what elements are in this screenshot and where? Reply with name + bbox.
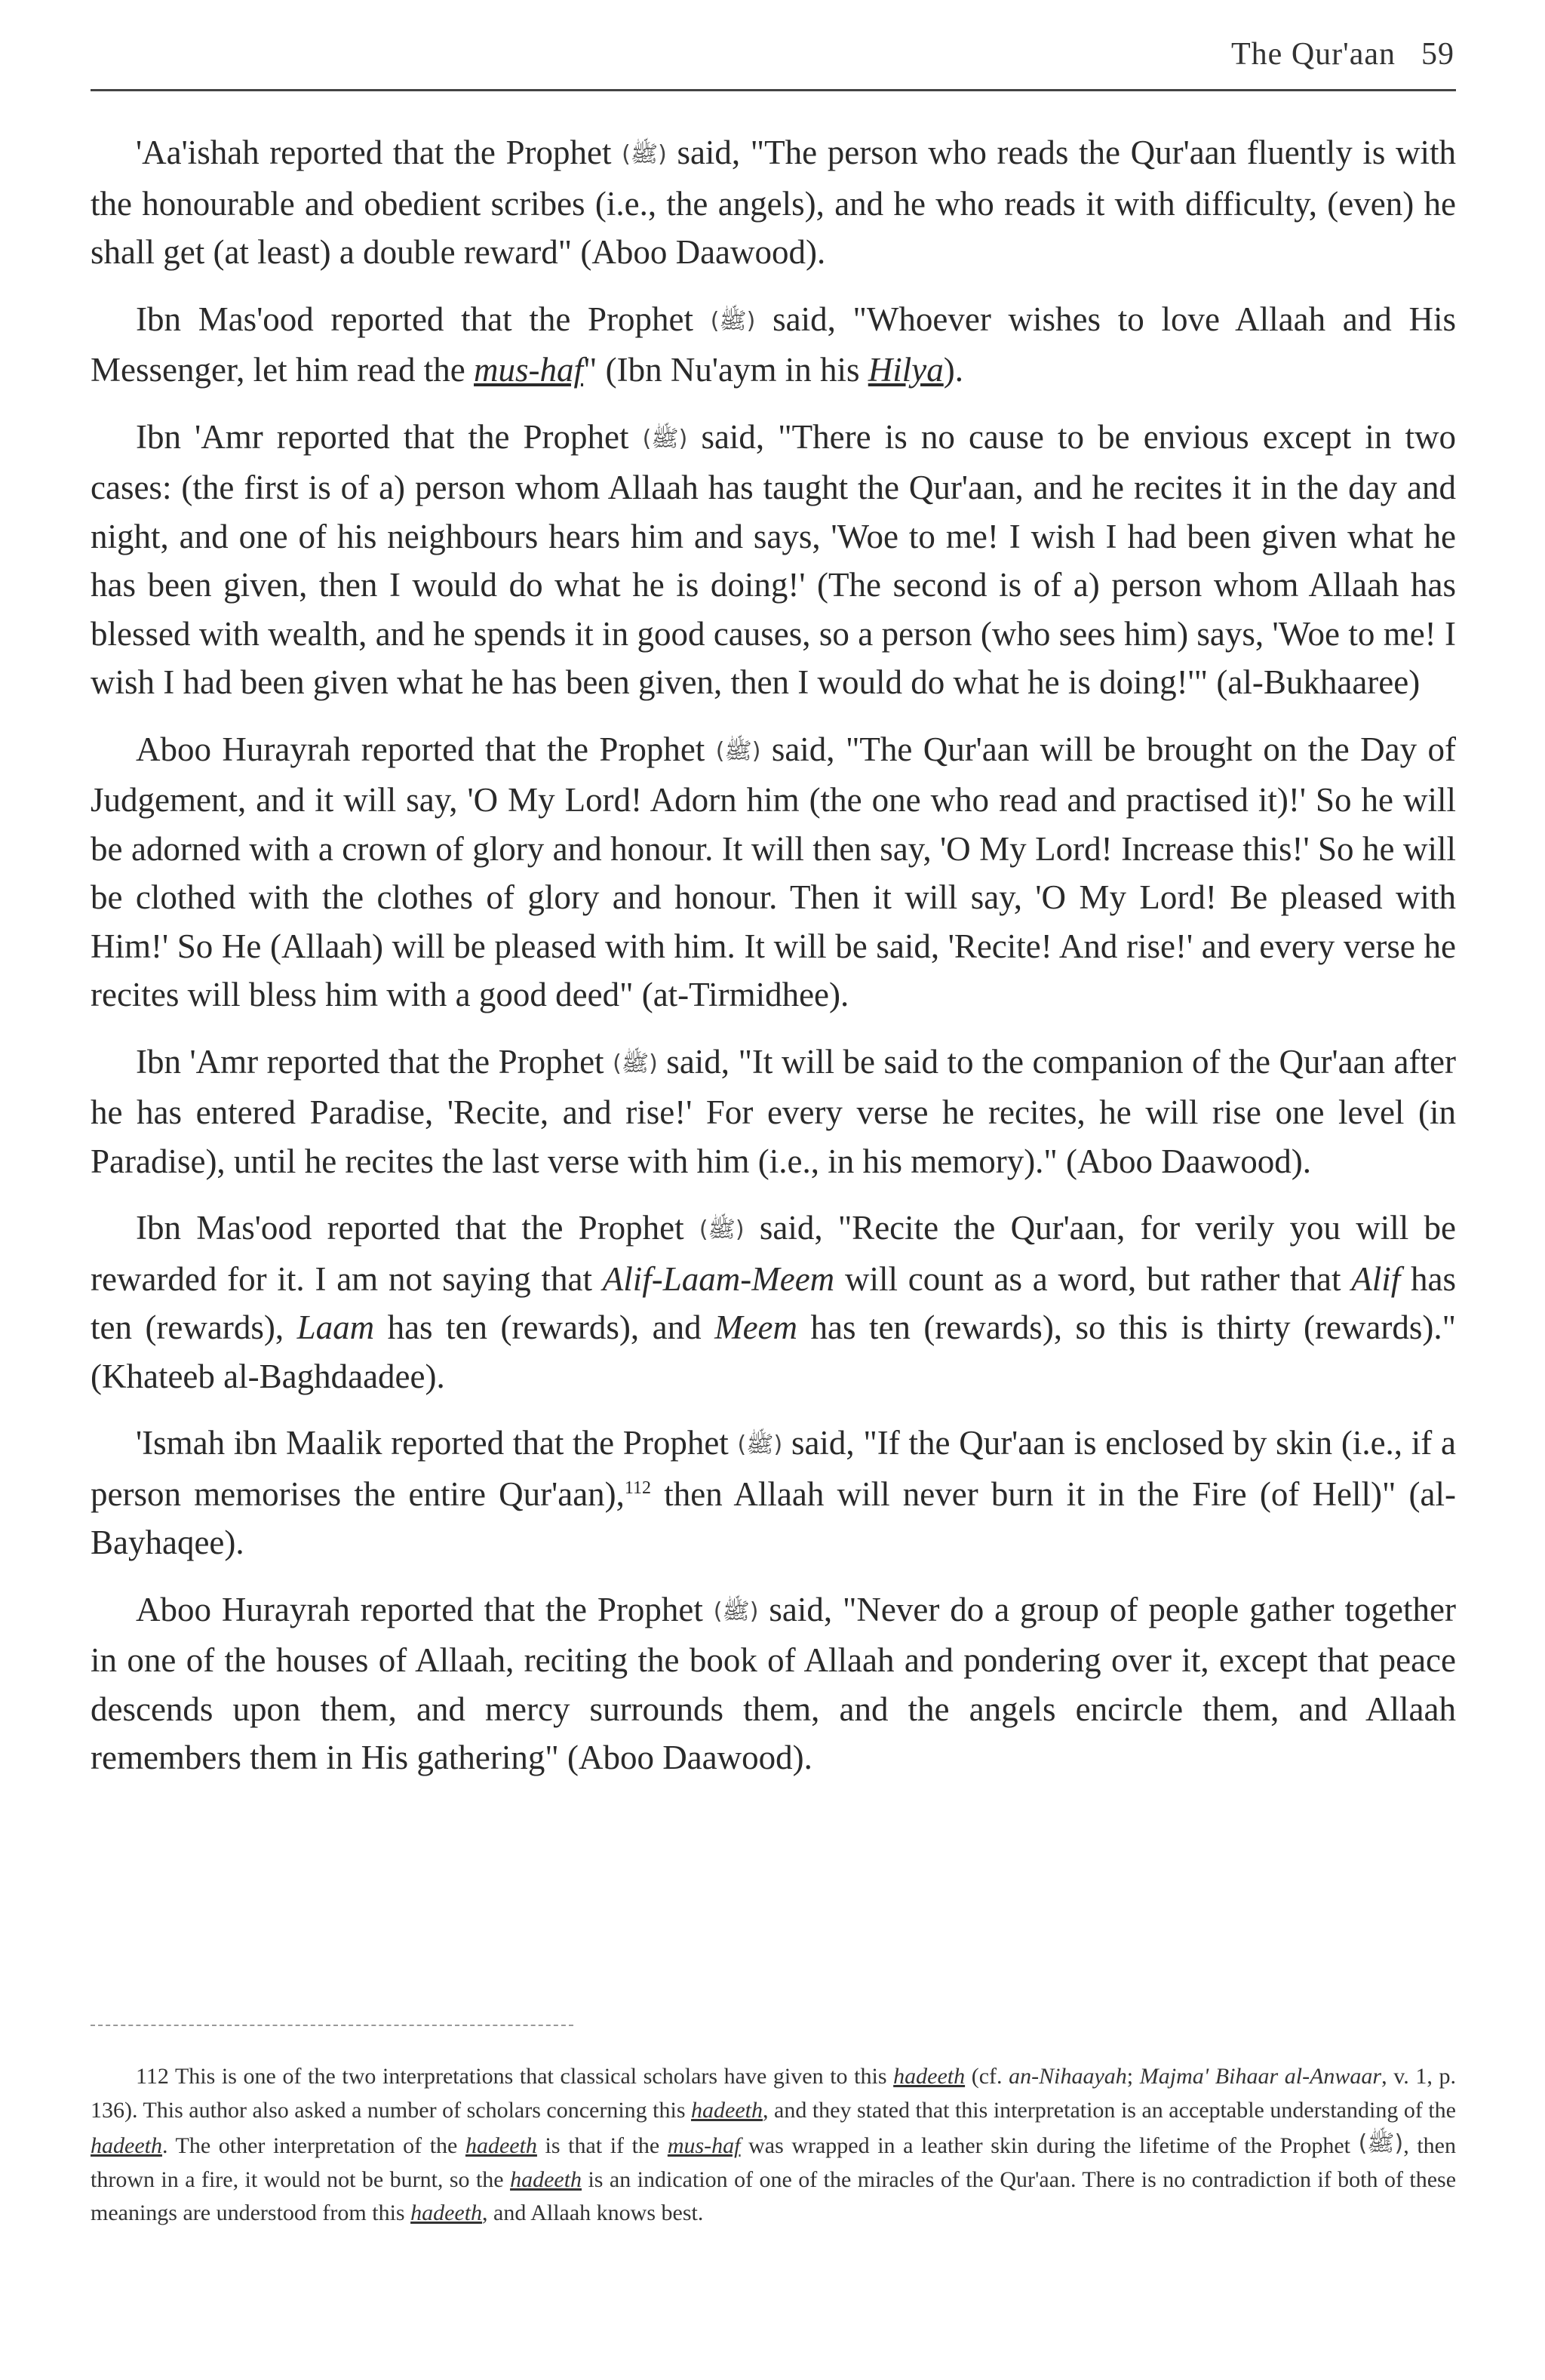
text-run: has ten (rewards), <box>91 1259 1456 1346</box>
pbuh-glyph-icon: (ﷺ) <box>622 141 667 168</box>
footnote-separator <box>91 2025 573 2026</box>
pbuh-glyph-icon: (ﷺ) <box>737 1431 783 1458</box>
italic-term: hadeeth <box>410 2200 483 2225</box>
italic-term: hadeeth <box>91 2133 162 2158</box>
footnote-reference[interactable]: 112 <box>624 1478 652 1498</box>
paragraph-6 <box>91 1204 1456 1401</box>
text-run: has ten (rewards), and <box>374 1308 715 1346</box>
text-run: was wrapped in a leather skin during the lifetime of the Prophet <box>740 2133 1359 2158</box>
pbuh-glyph-icon: (ﷺ) <box>613 1050 658 1077</box>
text-run: said, "The person who reads the Qur'aan fluently is with the honourable and obedient scribes (i.e., the angels), and he who reads it with difficulty, (even) he shall get (at least) a double reward" (Aboo Daawood). <box>91 134 1456 271</box>
italic-term: hadeeth <box>510 2166 582 2192</box>
italic-term: hadeeth <box>893 2064 966 2089</box>
paragraph-5 <box>91 1038 1456 1186</box>
paragraph-1 <box>91 128 1456 277</box>
text-run: , then thrown in a fire, it would not be burnt, so the <box>91 2133 1457 2192</box>
italic-source: Hilya <box>868 351 944 389</box>
pbuh-glyph-icon: (ﷺ) <box>699 1216 745 1243</box>
italic-source: Majma' Bihaar al-Anwaar <box>1139 2064 1382 2089</box>
italic-term: Meem <box>714 1308 798 1346</box>
paragraph-4 <box>91 725 1456 1019</box>
italic-term: Alif <box>1351 1259 1401 1298</box>
text-run: ). <box>943 351 963 389</box>
text-run: Aboo Hurayrah reported that the Prophet <box>136 1590 714 1628</box>
main-text <box>91 128 1456 1800</box>
text-run: ; <box>1126 2064 1140 2089</box>
paragraph-3 <box>91 413 1456 707</box>
text-run: Ibn 'Amr reported that the Prophet <box>136 417 643 456</box>
pbuh-glyph-icon: (ﷺ) <box>710 307 756 334</box>
text-run: , and they stated that this interpretation is an acceptable understanding of the <box>763 2097 1456 2123</box>
pbuh-glyph-icon: (ﷺ) <box>713 1597 759 1625</box>
text-run: said, "Whoever wishes to love Allaah and His Messenger, let him read the <box>91 300 1456 389</box>
text-run: Ibn 'Amr reported that the Prophet <box>136 1042 613 1081</box>
text-run: , and Allaah knows best. <box>482 2200 704 2225</box>
header-rule <box>91 89 1456 91</box>
text-run: , v. 1, p. 136). This author also asked a number of scholars concerning this <box>91 2064 1457 2123</box>
paragraph-7 <box>91 1419 1456 1567</box>
pbuh-glyph-icon: (ﷺ) <box>642 425 688 452</box>
text-run: is an indication of one of the miracles of the Qur'aan. There is no contradiction if both of these meanings are understood from this <box>91 2166 1457 2225</box>
text-run: is that if the <box>536 2133 668 2158</box>
page-number: 59 <box>1421 37 1454 72</box>
footnote-paragraph <box>91 2060 1456 2231</box>
text-run: has ten (rewards), so this is thirty (rewards)." (Khateeb al-Baghdaadee). <box>91 1308 1456 1395</box>
italic-term: hadeeth <box>465 2133 537 2158</box>
paragraph-8 <box>91 1585 1456 1782</box>
text-run: 'Aa'ishah reported that the Prophet <box>136 134 622 171</box>
pbuh-glyph-icon: (ﷺ) <box>715 737 761 764</box>
text-run: Ibn Mas'ood reported that the Prophet <box>136 300 711 338</box>
italic-source: an-Nihaayah <box>1009 2064 1127 2089</box>
text-run: said, "Recite the Qur'aan, for verily you will be rewarded for it. I am not saying that <box>91 1209 1456 1298</box>
text-run: (cf. <box>965 2064 1009 2089</box>
text-run: then Allaah will never burn it in the Fire (of Hell)" (al-Bayhaqee). <box>91 1474 1456 1561</box>
text-run: This is one of the two interpretations that classical scholars have given to this <box>168 2064 894 2089</box>
chapter-title: The Qur'aan <box>1231 37 1396 72</box>
text-run: . The other interpretation of the <box>161 2133 465 2158</box>
text-run: said, "It will be said to the companion of the Qur'aan after he has entered Paradise, 'Recite, and rise!' For every verse he recites, he will rise one level (in Paradise), until he recites the last verse with him (i.e., in his memory)." (Aboo Daawood). <box>91 1042 1456 1180</box>
paragraph-2 <box>91 295 1456 395</box>
italic-term: Alif-Laam-Meem <box>602 1259 835 1298</box>
text-run: Ibn Mas'ood reported that the Prophet <box>136 1209 699 1247</box>
italic-term: Laam <box>296 1308 375 1346</box>
text-run: said, "There is no cause to be envious except in two cases: (the first is of a) person whom Allaah has taught the Qur'aan, and he recites it in the day and night, and one of his neighbours hears him and says, 'Woe to me! I wish I had been given what he has been given, then I would do what he is doing!' (The second is of a) person whom Allaah has blessed with wealth, and he spends it in good causes, so a person (who sees him) says, 'Woe to me! I wish I had been given what he has been given, then I would do what he is doing!'" (al-Bukhaaree) <box>91 417 1456 701</box>
running-header <box>1231 36 1454 72</box>
text-run: said, "Never do a group of people gather together in one of the houses of Allaah, reciting the book of Allaah and pondering over it, except that peace descends upon them, and mercy surrounds them, and the angels encircle them, and Allaah remembers them in His gathering" (Aboo Daawood). <box>91 1590 1456 1776</box>
footnote-112 <box>91 2060 1456 2231</box>
pbuh-glyph-icon: (ﷺ) <box>1358 2130 1404 2157</box>
text-run: said, "If the Qur'aan is enclosed by skin (i.e., if a person memorises the entire Qur'aan), <box>91 1424 1456 1513</box>
text-run: will count as a word, but rather that <box>834 1259 1352 1298</box>
text-run: 'Ismah ibn Maalik reported that the Prophet <box>136 1424 738 1462</box>
text-run: said, "The Qur'aan will be brought on the Day of Judgement, and it will say, 'O My Lord! Adorn him (the one who read and practised it)!' So he will be adorned with a crown of glory and honour. It will then say, 'O My Lord! Increase this!' So he will be clothed with the clothes of glory and honour. Then it will say, 'O My Lord! Be pleased with Him!' So He (Allaah) will be pleased with him. It will be said, 'Recite! And rise!' and every verse he recites will bless him with a good deed" (at-Tirmidhee). <box>91 730 1456 1013</box>
footnote-number: 112 <box>136 2064 169 2089</box>
italic-term: mus-haf <box>667 2133 741 2158</box>
text-run: Aboo Hurayrah reported that the Prophet <box>136 730 716 768</box>
text-run: " (Ibn Nu'aym in his <box>583 351 868 389</box>
italic-term: mus-haf <box>474 351 584 389</box>
italic-term: hadeeth <box>691 2097 763 2123</box>
